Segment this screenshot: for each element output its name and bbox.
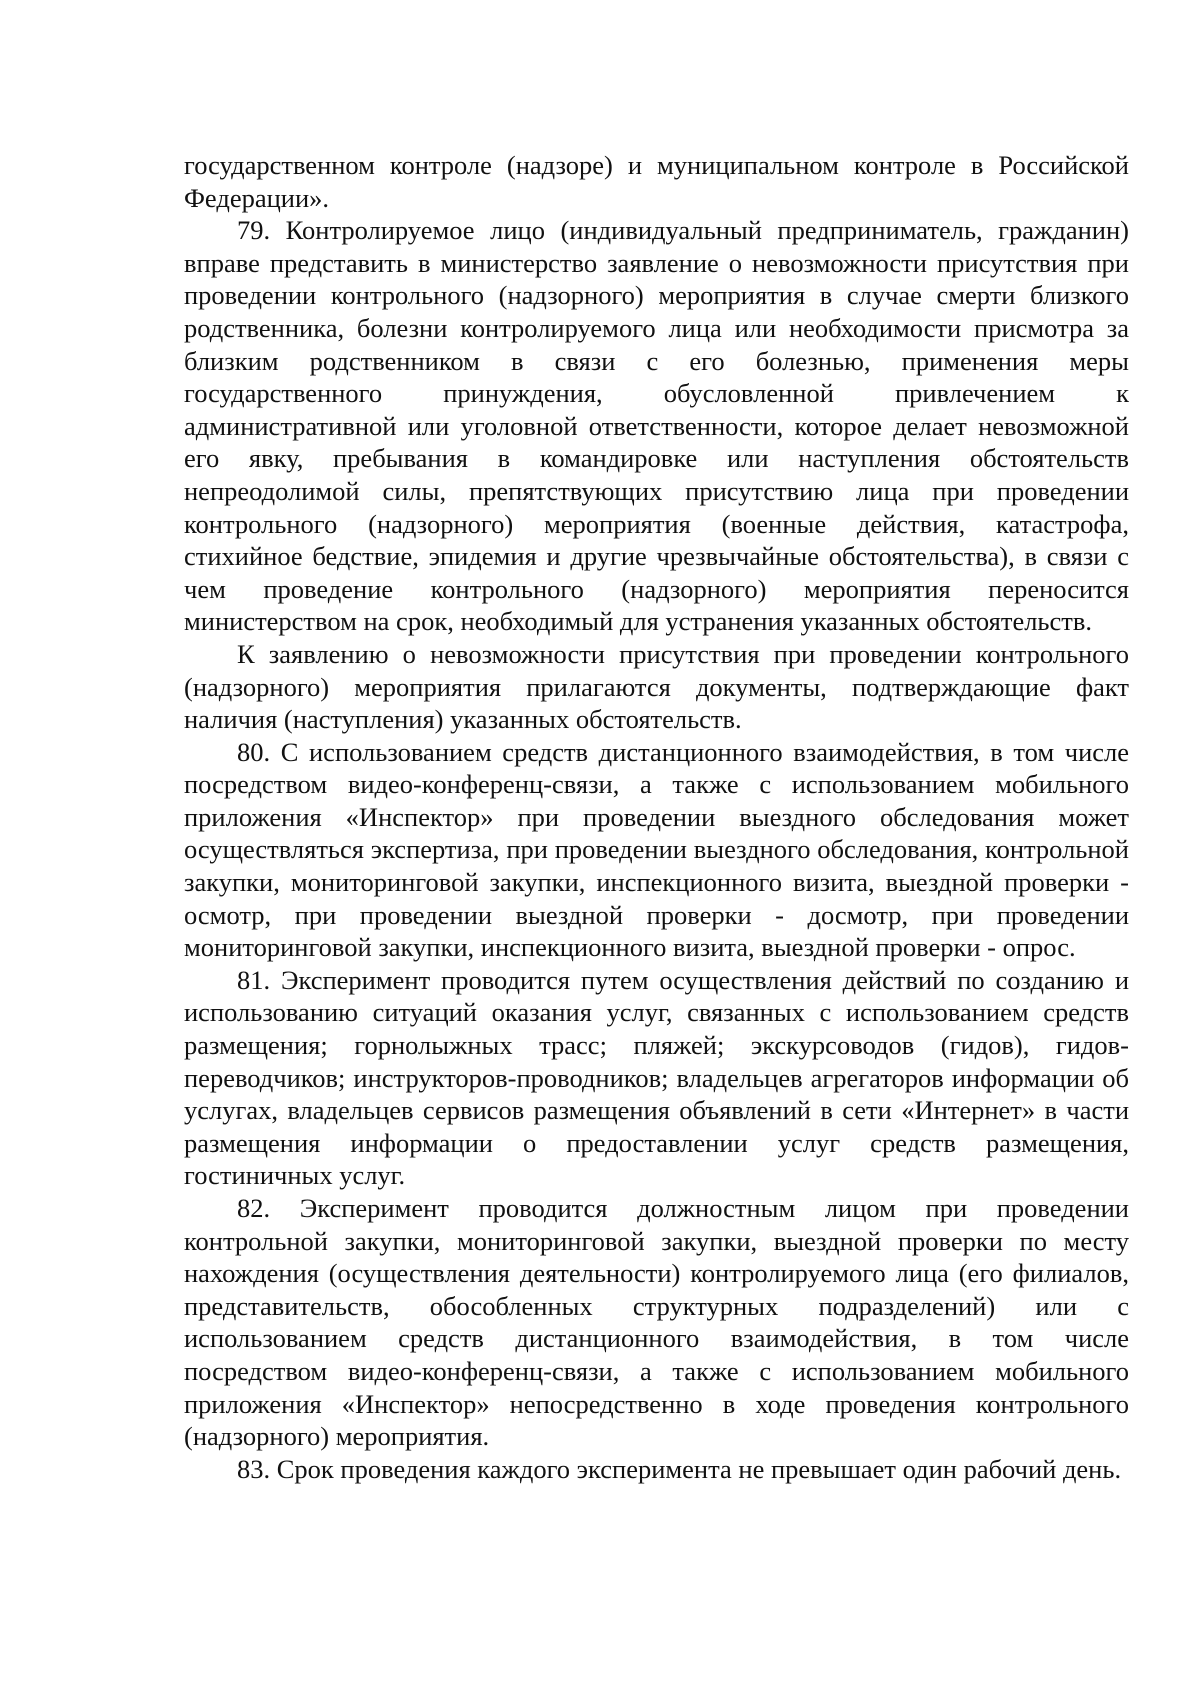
paragraph-83: 83. Срок проведения каждого эксперимента не превышает один рабочий день. (237, 1453, 1122, 1484)
paragraph-79-attachments: К заявлению о невозможности присутствия при проведении контрольного (надзорного) мероприятия прилагаются документы, подтверждающие факт наличия (наступления) указанных обстоятельств. (184, 638, 1129, 735)
document-body (184, 149, 1129, 1485)
paragraph-continuation: государственном контроле (надзоре) и муниципальном контроле в Российской Федерации». (184, 150, 1129, 213)
paragraph-82: 82. Эксперимент проводится должностным лицом при проведении контрольной закупки, мониторинговой закупки, выездной проверки по месту нахождения (осуществления деятельности) контролируемого лица (его филиалов, представительств, обособленных структурных подразделений) или с использованием средств дистанционного взаимодействия, в том числе посредством видео-конференц-связи, а также с использованием мобильного приложения «Инспектор» непосредственно в ходе проведения контрольного (надзорного) мероприятия. (184, 1193, 1129, 1452)
paragraph-79: 79. Контролируемое лицо (индивидуальный предприниматель, гражданин) вправе представить в министерство заявление о невозможности присутствия при проведении контрольного (надзорного) мероприятия в случае смерти близкого родственника, болезни контролируемого лица или необходимости присмотра за близким родственником в связи с его болезнью, применения меры государственного принуждения, обусловленной привлечением к административной или уголовной ответственности, которое делает невозможной его явку, пребывания в командировке или наступления обстоятельств непреодолимой силы, препятствующих присутствию лица при проведении контрольного (надзорного) мероприятия (военные действия, катастрофа, стихийное бедствие, эпидемия и другие чрезвычайные обстоятельства), в связи с чем проведение контрольного (надзорного) мероприятия переносится министерством на срок, необходимый для устранения указанных обстоятельств. (184, 215, 1129, 637)
paragraph-81: 81. Эксперимент проводится путем осуществления действий по созданию и использованию ситуаций оказания услуг, связанных с использованием средств размещения; горнолыжных трасс; пляжей; экскурсоводов (гидов), гидов-переводчиков; инструкторов-проводников; владельцев агрегаторов информации об услугах, владельцев сервисов размещения объявлений в сети «Интернет» в части размещения информации о предоставлении услуг средств размещения, гостиничных услуг. (184, 964, 1129, 1191)
paragraph-80: 80. С использованием средств дистанционного взаимодействия, в том числе посредством видео-конференц-связи, а также с использованием мобильного приложения «Инспектор» при проведении выездного обследования может осуществляться экспертиза, при проведении выездного обследования, контрольной закупки, мониторинговой закупки, инспекционного визита, выездной проверки - осмотр, при проведении выездной проверки - досмотр, при проведении мониторинговой закупки, инспекционного визита, выездной проверки - опрос. (184, 736, 1129, 963)
